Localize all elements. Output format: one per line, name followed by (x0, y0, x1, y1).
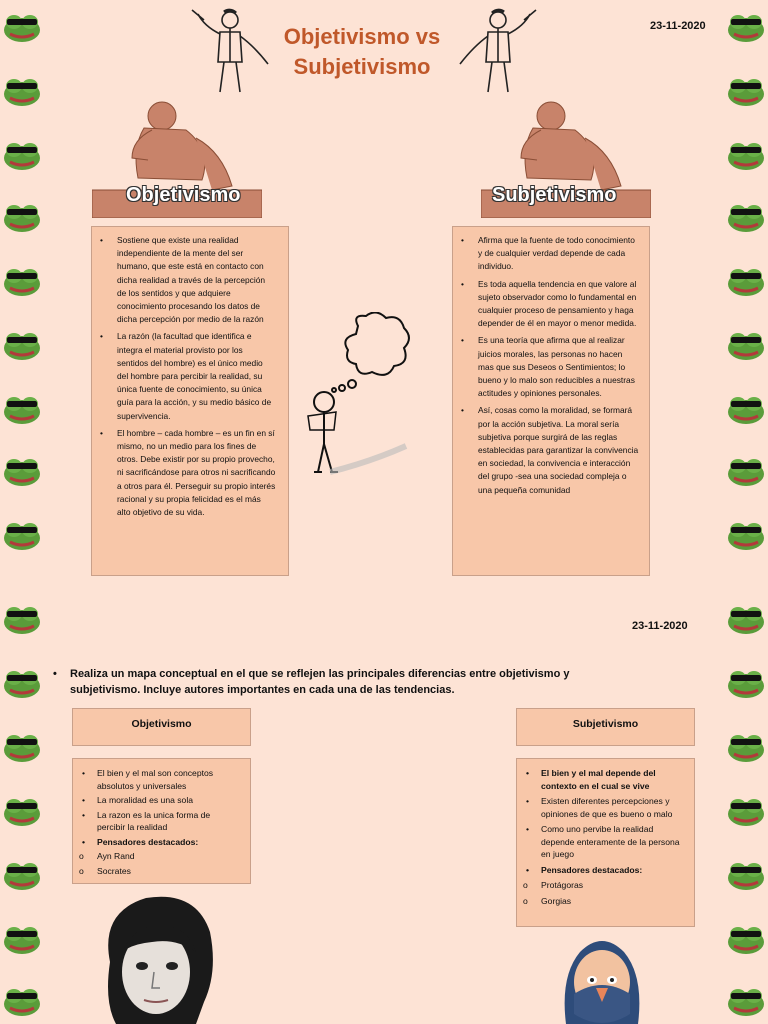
subjetivismo-box (452, 226, 650, 576)
objetivismo-header: Objetivismo (72, 708, 251, 746)
frog-icon (2, 12, 42, 44)
thinking-figure-illustration (300, 312, 410, 482)
list-item: • Existen diferentes percepciones y opiniones de que es bueno o malo (541, 795, 686, 820)
list-item: • La razon es la unica forma de percibir la realidad (97, 809, 240, 834)
frog-icon (726, 924, 766, 956)
frog-icon (726, 266, 766, 298)
frog-icon (726, 860, 766, 892)
frog-icon (726, 520, 766, 552)
list-item: • El bien y el mal son conceptos absolutos y universales (97, 767, 240, 792)
subjetivismo-label: Subjetivismo (492, 184, 617, 206)
subjetivismo-summary-box (516, 758, 695, 927)
frog-icon (726, 140, 766, 172)
pointing-man-illustration-right (454, 6, 544, 94)
frog-icon (2, 668, 42, 700)
frog-icon (726, 330, 766, 362)
frog-icon (726, 456, 766, 488)
author-name: Gorgias (541, 895, 572, 906)
frog-icon (2, 924, 42, 956)
frog-icon (2, 732, 42, 764)
list-item: • Como uno pervibe la realidad depende enteramente de la persona en juego (541, 823, 686, 861)
list-item: • El hombre – cada hombre – es un fin en sí mismo, no un medio para los fines de otros. Debe existir por su propio provecho, ni sacrificándose para otros ni sacrificando a otros para él. Perseguir su propio interés racional y su propia felicidad es el más alto objetivo de su vida. (117, 427, 276, 519)
list-item: • Así, cosas como la moralidad, se formará por la acción subjetiva. La moral sería subjetiva porque surgirá de las reglas establecidas para garantizar la convivencia en sociedad, la convivencia e interacción del grupo -sea una sociedad compleja o una pequeña comunidad (478, 404, 639, 496)
date-label: 23-11-2020 (650, 20, 706, 32)
list-item: • Afirma que la fuente de todo conocimiento y de cualquier verdad depende de cada individuo. (478, 234, 639, 274)
frog-icon (2, 330, 42, 362)
subjetivismo-header: Subjetivismo (516, 708, 695, 746)
frog-icon (726, 202, 766, 234)
date-label: 23-11-2020 (632, 620, 688, 632)
frog-icon (2, 456, 42, 488)
author-name: Ayn Rand (97, 851, 135, 861)
objetivismo-summary-box (72, 758, 251, 884)
frog-icon (726, 986, 766, 1018)
author-name: Socrates (97, 865, 131, 876)
frog-icon (2, 604, 42, 636)
list-item: • El bien y el mal depende del contexto en el cual se vive (541, 767, 686, 792)
frog-icon (726, 12, 766, 44)
frog-icon (2, 860, 42, 892)
frog-icon (726, 668, 766, 700)
author-item (523, 879, 668, 892)
pointing-man-illustration-left (184, 6, 274, 94)
objetivismo-label: Objetivismo (126, 184, 241, 206)
frog-icon (2, 394, 42, 426)
frog-icon (2, 202, 42, 234)
author-item (523, 895, 668, 908)
list-item: • Pensadores destacados: (97, 836, 240, 849)
ayn-rand-portrait (96, 892, 218, 1024)
frog-icon (2, 986, 42, 1018)
list-item: • La razón (la facultad que identifica e integra el material provisto por los sentidos del hombre) es el único medio del hombre para percibir la realidad, su única fuente de conocimiento, su única guía para la acción, y su medio básico de supervivencia. (117, 330, 276, 422)
author-name: Protágoras (541, 880, 584, 890)
frog-icon (2, 520, 42, 552)
list-item: • Pensadores destacados: (541, 864, 686, 877)
frog-icon (2, 76, 42, 108)
author-item (79, 865, 222, 878)
list-item: • Es una teoría que afirma que al realizar juicios morales, las personas no hacen mas que sus Deseos o Sentimientos; lo bueno y lo malo son reducibles a nuestras actitudes y opiniones personales. (478, 334, 639, 400)
list-item: • Es toda aquella tendencia en que valore al sujeto observador como lo fundamental en cualquier proceso de pensamiento y haga depender de él en mayor o menor medida. (478, 278, 639, 331)
author-item (79, 850, 222, 863)
objetivismo-box (91, 226, 289, 576)
instruction-text: • Realiza un mapa conceptual en el que se reflejen las principales diferencias entre objetivismo y subjetivismo. Incluye autores importantes en cada una de las tendencias. (70, 666, 630, 698)
frog-icon (726, 76, 766, 108)
frog-icon (2, 140, 42, 172)
frog-icon (2, 266, 42, 298)
frog-icon (726, 732, 766, 764)
philosopher-portrait (560, 936, 644, 1024)
list-item: • Sostiene que existe una realidad independiente de la mente del ser humano, que este está en contacto con dicha realidad a través de la percepción de los sentidos y que adquiere conocimiento procesando los datos de dicha percepción por medio de la razón (117, 234, 276, 326)
frog-icon (726, 604, 766, 636)
frog-icon (726, 796, 766, 828)
frog-icon (726, 394, 766, 426)
page-title: Objetivismo vs Subjetivismo (283, 24, 441, 79)
list-item: • La moralidad es una sola (97, 794, 240, 807)
frog-icon (2, 796, 42, 828)
